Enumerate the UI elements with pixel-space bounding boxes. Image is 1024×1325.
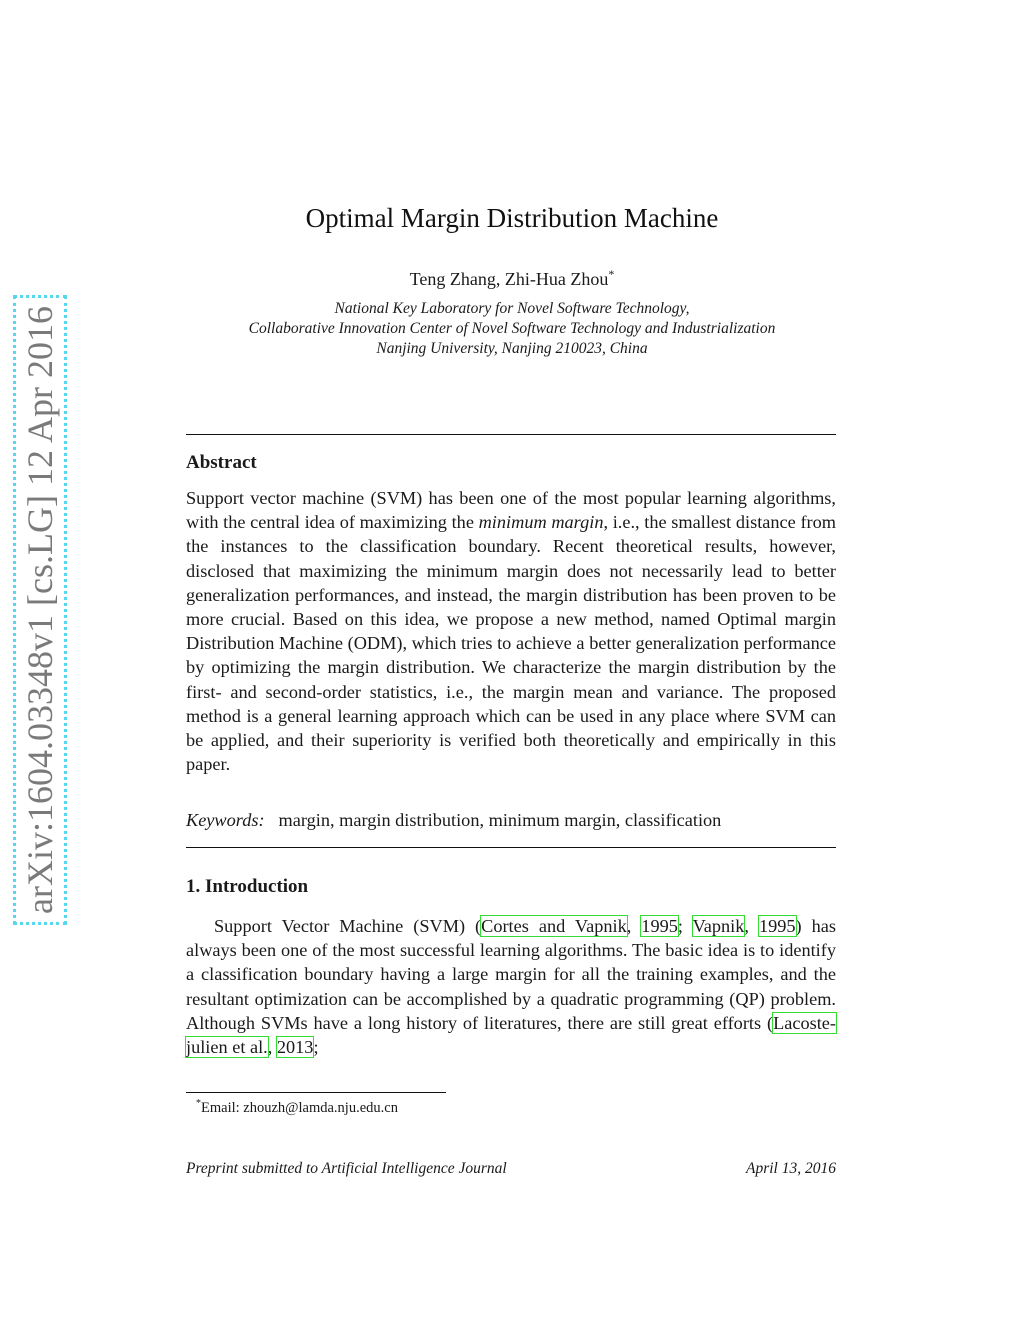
citation-lacoste-julien[interactable]: Lacoste-julien et al. [186, 1012, 836, 1058]
abstract-emphasis: minimum margin [478, 512, 604, 533]
arxiv-margin-stamp: arXiv:1604.03348v1 [cs.LG] 12 Apr 2016 [13, 295, 67, 925]
intro-text-3: ; [313, 1037, 319, 1058]
introduction-paragraph: Support Vector Machine (SVM) (Cortes and Vapnik, 1995; Vapnik, 1995) has always been one of the most successful learning algorithms. The basic idea is to identify a classification boundary having a large margin for all the training examples, and the resultant optimization can be accomplished by a quadratic programming (QP) problem. Although SVMs have a long history of literatures, there are still great efforts (Lacoste-julien et al., 2013; [186, 916, 837, 1058]
footnote-mark: * [196, 1098, 201, 1109]
footnote-rule [186, 1092, 446, 1093]
citation-vapnik-year[interactable]: 1995 [758, 916, 796, 936]
abstract-heading: Abstract [186, 452, 257, 473]
keywords-label: Keywords: [186, 810, 265, 830]
citation-cortes-vapnik-year[interactable]: 1995 [641, 916, 678, 936]
abstract-top-rule [186, 434, 836, 435]
keywords [186, 810, 836, 831]
citation-vapnik[interactable]: Vapnik [692, 916, 745, 936]
abstract-body [186, 486, 836, 776]
intro-text-1: Support Vector Machine (SVM) ( [214, 916, 482, 936]
authors [0, 267, 1024, 290]
keywords-value: margin, margin distribution, minimum margin, classification [278, 810, 722, 830]
footnote [196, 1098, 398, 1117]
footer-journal: Preprint submitted to Artificial Intelligence Journal [186, 1160, 507, 1177]
paper-title: Optimal Margin Distribution Machine [305, 203, 719, 233]
footer-date: April 13, 2016 [746, 1160, 836, 1177]
citation-lacoste-julien-year[interactable]: 2013 [276, 1037, 314, 1058]
abstract-bottom-rule [186, 847, 836, 848]
affiliation-line-2: Collaborative Innovation Center of Novel Software Technology and Industrialization [248, 320, 776, 337]
abstract-text-start: Support vector machine (SVM) has been one of the most popular learning algorithms, with the central idea of maximizing the [186, 488, 836, 533]
footnote-text: Email: zhouzh@lamda.nju.edu.cn [201, 1099, 398, 1116]
author-footnote-mark: * [608, 267, 615, 281]
citation-cortes-vapnik[interactable]: Cortes and Vapnik [481, 916, 627, 936]
affiliation-line-1: National Key Laboratory for Novel Software Technology, [334, 300, 690, 317]
intro-text-2: ) has always been one of the most successful learning algorithms. The basic idea is to identify a classification boundary having a large margin for all the training examples, and the resultant optimization can be accomplished by a quadratic programming (QP) problem. Although SVMs have a long history of literatures, there are still great efforts ( [186, 916, 837, 1033]
author-names: Teng Zhang, Zhi-Hua Zhou [409, 269, 609, 289]
page-footer [186, 1160, 836, 1178]
affiliation-line-3: Nanjing University, Nanjing 210023, China [376, 340, 648, 357]
introduction-heading: 1. Introduction [186, 876, 309, 897]
abstract-text-end: , i.e., the smallest distance from the instances to the classification boundary. Recent theoretical results, however, disclosed that maximizing the minimum margin does not necessarily lead to better generalization performances, and instead, the margin distribution has been proven to be more crucial. Based on this idea, we propose a new method, named Optimal margin Distribution Machine (ODM), which tries to achieve a better generalization performance by optimizing the margin distribution. We characterize the margin distribution by the first- and second-order statistics, i.e., the margin mean and variance. The proposed method is a general learning approach which can be used in any place where SVM can be applied, and their superiority is verified both theoretically and empirically in this paper. [186, 512, 836, 775]
